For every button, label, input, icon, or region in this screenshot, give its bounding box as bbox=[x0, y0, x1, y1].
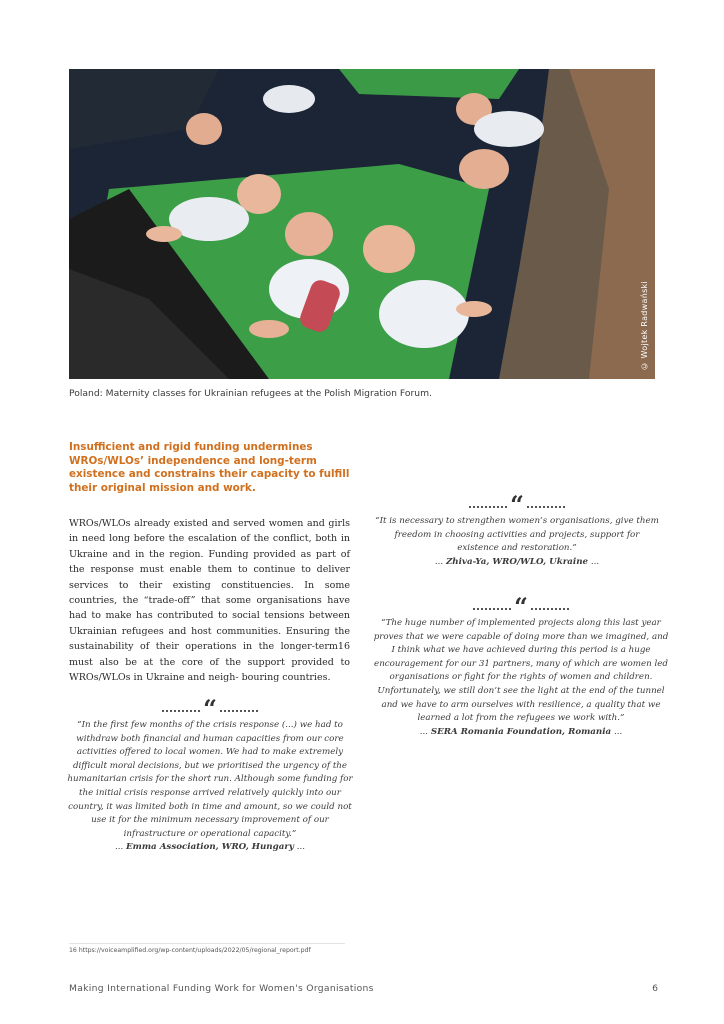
quote-block bbox=[66, 694, 354, 855]
quote-attribution: ... Zhiva-Ya, WRO/WLO, Ukraine ... bbox=[434, 556, 600, 567]
quotation-mark-icon: “ bbox=[514, 592, 528, 621]
quote-text: “It is necessary to strengthen women’s organisations, give them freedom in choosing activities and projects, support for existence and restoration.” bbox=[375, 516, 659, 554]
quote-block bbox=[373, 490, 661, 569]
dotted-rule bbox=[473, 608, 511, 610]
quote-ornament bbox=[373, 592, 669, 621]
photo-caption: Poland: Maternity classes for Ukrainian refugees at the Polish Migration Forum. bbox=[69, 388, 432, 399]
photo-illustration bbox=[69, 69, 655, 379]
quotation-mark-icon: “ bbox=[510, 490, 524, 519]
dotted-rule bbox=[527, 506, 565, 508]
footnote-divider bbox=[69, 943, 345, 944]
quote-ornament bbox=[373, 490, 661, 519]
maternity-class-photo bbox=[69, 69, 655, 379]
body-paragraph: WROs/WLOs already existed and served women and girls in need long before the escalation of the conflict, both in Ukraine and in the region. Funding provided as part of the response must enable them to continue to deliver services to their existing constituencies. In some countries, the “trade-off” that some organisations have had to make has contributed to social tensions between Ukrainian refugees and host communities. Ensuring the sustainability of their operations in the longer-term16 must also be at the core of the support provided to WROs/WLOs in Ukraine and neigh- bouring countries. bbox=[69, 518, 350, 684]
quote-text: “In the first few months of the crisis response (...) we had to withdraw both financial and human capacities from our core activities offered to local women. We had to make extremely difficult moral decisions, but we prioritised the urgency of the humanitarian crisis for the short run. Although some funding for the initial crisis response arrived relatively quickly into our country, it was limited both in time and amount, so we could not use it for the minimum necessary improvement of our infrastructure or operational capacity.” bbox=[67, 720, 353, 839]
photo-credit: © Wojtek Radwański bbox=[640, 281, 649, 371]
quote-source: SERA Romania Foundation, Romania bbox=[430, 726, 612, 737]
quote-attribution: ... SERA Romania Foundation, Romania ... bbox=[419, 726, 623, 737]
quote-source: Zhiva-Ya, WRO/WLO, Ukraine bbox=[445, 556, 589, 567]
footnote: 16 https://voiceamplified.org/wp-content/uploads/2022/05/regional_report.pdf bbox=[69, 947, 311, 954]
section-heading: Insufficient and rigid funding undermines WROs/WLOs’ independence and long-term existence and constrains their capacity to fulfill their original mission and work. bbox=[69, 441, 350, 494]
quote-ornament bbox=[66, 694, 354, 723]
quote-attribution: ... Emma Association, WRO, Hungary ... bbox=[114, 842, 305, 853]
dotted-rule bbox=[162, 710, 200, 712]
dotted-rule bbox=[531, 608, 569, 610]
dotted-rule bbox=[220, 710, 258, 712]
quote-block bbox=[373, 592, 669, 739]
quote-text: “The huge number of implemented projects along this last year proves that we were capable of doing more than we imagined, and I think what we have achieved during this period is a huge encouragement for our 31 partners, many of which are women led organisations or fight for the rights of women and children. Unfortunately, we still don’t see the light at the end of the tunnel and we have to arm ourselves with resilience, a quality that we learned a lot from the refugees we work with.” bbox=[373, 618, 669, 724]
dotted-rule bbox=[469, 506, 507, 508]
quote-source: Emma Association, WRO, Hungary bbox=[126, 842, 294, 853]
footer-title: Making International Funding Work for Women's Organisations bbox=[69, 983, 374, 994]
quotation-mark-icon: “ bbox=[203, 694, 217, 723]
page-number: 6 bbox=[652, 983, 658, 994]
